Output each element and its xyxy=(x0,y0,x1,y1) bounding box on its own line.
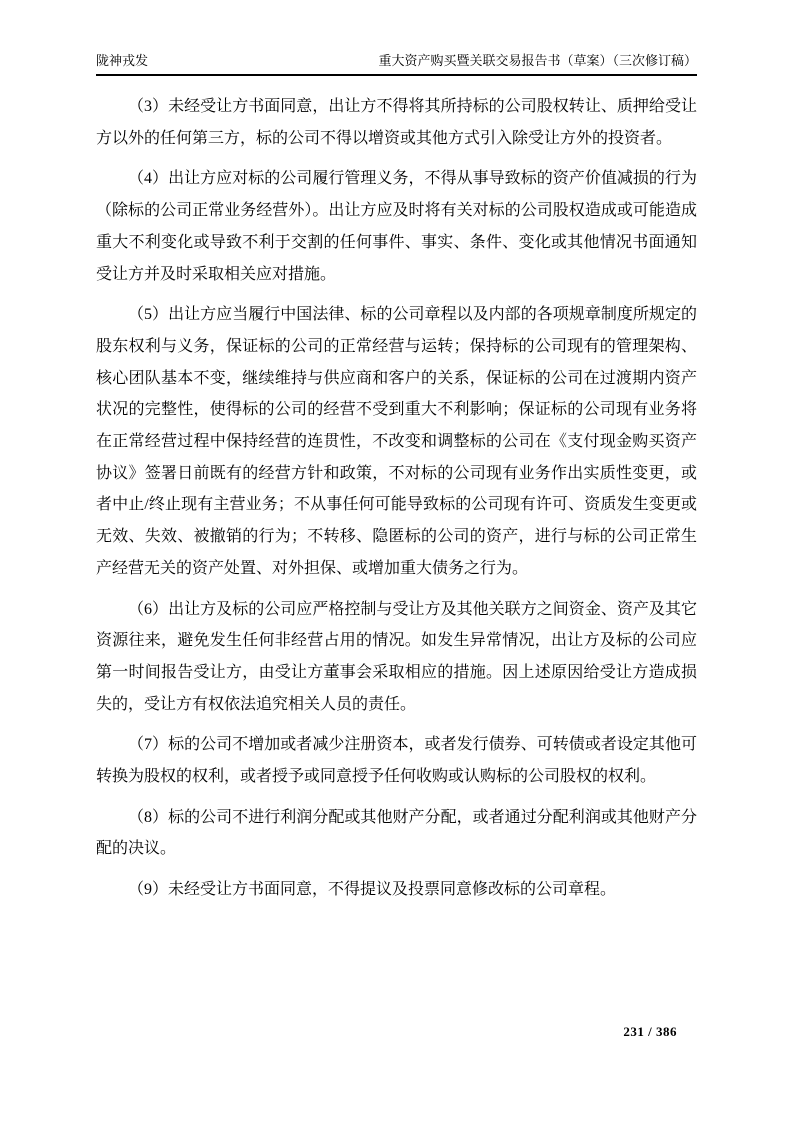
paragraph: （8）标的公司不进行利润分配或其他财产分配，或者通过分配利润或其他财产分配的决议。 xyxy=(96,808,697,858)
paragraph: （7）标的公司不增加或者减少注册资本，或者发行债券、可转债或者设定其他可转换为股权的权利，或者授予或同意授予任何收购或认购标的公司股权的权利。 xyxy=(96,736,697,786)
paragraph: （5）出让方应当履行中国法律、标的公司章程以及内部的各项规章制度所规定的股东权利与义务，保证标的公司的正常经营与运转；保持标的公司现有的管理架构、核心团队基本不变，继续维持与供应商和客户的关系，保证标的公司在过渡期内资产状况的完整性，使得标的公司的经营不受到重大不利影响；保证标的公司现有业务将在正常经营过程中保持经营的连贯性，不改变和调整标的公司在《支付现金购买资产协议》签署日前既有的经营方针和政策，不对标的公司现有业务作出实质性变更，或者中止/终止现有主营业务；不从事任何可能导致标的公司现有许可、资质发生变更或无效、失效、被撤销的行为；不转移、隐匿标的公司的资产，进行与标的公司正常生产经营无关的资产处置、对外担保、或增加重大债务之行为。 xyxy=(96,306,697,577)
paragraph: （4）出让方应对标的公司履行管理义务，不得从事导致标的资产价值减损的行为（除标的公司正常业务经营外）。出让方应及时将有关对标的公司股权造成或可能造成重大不利变化或导致不利于交割的任何事件、事实、条件、变化或其他情况书面通知受让方并及时采取相关应对措施。 xyxy=(96,170,697,283)
document-body xyxy=(96,91,697,915)
page-header xyxy=(96,52,697,76)
paragraph: （6）出让方及标的公司应严格控制与受让方及其他关联方之间资金、资产及其它资源往来，避免发生任何非经营占用的情况。如发生异常情况，出让方及标的公司应第一时间报告受让方，由受让方董事会采取相应的措施。因上述原因给受让方造成损失的，受让方有权依法追究相关人员的责任。 xyxy=(96,600,697,713)
paragraph: （3）未经受让方书面同意，出让方不得将其所持标的公司股权转让、质押给受让方以外的任何第三方，标的公司不得以增资或其他方式引入除受让方外的投资者。 xyxy=(96,98,697,147)
header-company-name: 陇神戎发 xyxy=(96,53,149,68)
paragraph: （9）未经受让方书面同意，不得提议及投票同意修改标的公司章程。 xyxy=(128,881,617,899)
header-report-title: 重大资产购买暨关联交易报告书（草案）（三次修订稿） xyxy=(378,53,697,68)
page-number: 231 / 386 xyxy=(623,1024,677,1039)
